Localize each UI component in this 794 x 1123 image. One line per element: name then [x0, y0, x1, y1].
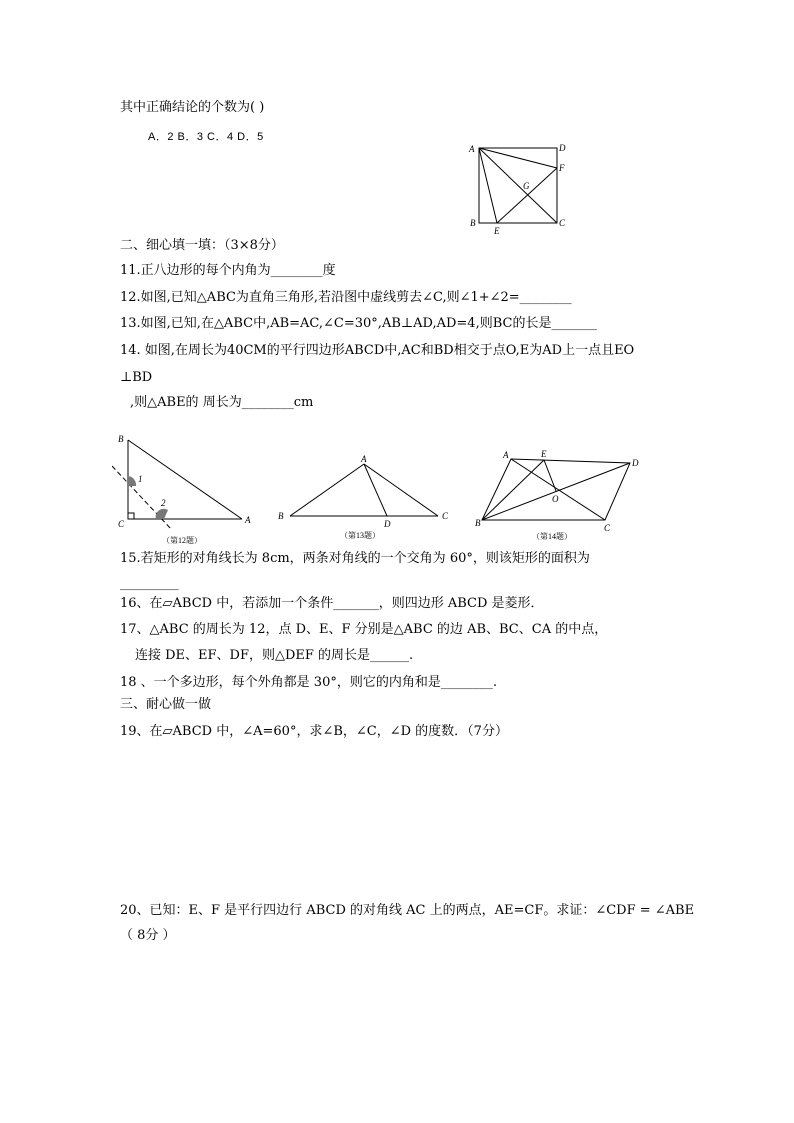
- fig13-caption: （第13题）: [340, 531, 380, 540]
- section2-heading: 二、细心填一填：（3×8分）: [120, 238, 284, 253]
- q10-label-E: E: [494, 226, 500, 236]
- q19-text: 19、在▱ABCD 中，∠A=60°，求∠B，∠C，∠D 的度数．（7分）: [120, 724, 508, 739]
- fig14-label-B: B: [475, 518, 481, 528]
- q15-line2: _________: [120, 576, 179, 591]
- q16-text: 16、在▱ABCD 中，若添加一个条件_______，则四边形 ABCD 是菱形．: [120, 596, 544, 611]
- q10-label-D: D: [559, 143, 566, 153]
- fig14-label-E: E: [541, 449, 547, 459]
- fig13-label-C: C: [442, 511, 449, 521]
- fig14: [470, 446, 645, 544]
- q18-text: 18 、一个多边形，每个外角都是 30°，则它的内角和是________.: [120, 675, 497, 690]
- fig12-label-B: B: [118, 434, 124, 444]
- q20-line2: （ 8分 ）: [120, 928, 176, 943]
- q10-options: A．2 B．3 C．4 D．5: [148, 131, 264, 143]
- fig14-label-C: C: [604, 523, 611, 533]
- q17-line1: 17、△ABC 的周长为 12，点 D、E、F 分别是△ABC 的边 AB、BC、CA 的中点，: [120, 622, 608, 637]
- q15-line1: 15.若矩形的对角线长为 8cm，两条对角线的一个交角为 60°，则该矩形的面积为: [120, 551, 590, 566]
- q10-label-C: C: [559, 218, 566, 228]
- section3-heading: 三、耐心做一做: [120, 697, 212, 712]
- fig12-label-2: 2: [161, 498, 166, 508]
- fig13-label-A: A: [361, 454, 367, 464]
- fig13-label-B: B: [278, 511, 284, 521]
- fig12: [112, 430, 262, 548]
- fig12-caption: （第12题）: [162, 536, 202, 545]
- q14-line3: ,则△ABE的 周长为________cm: [130, 395, 314, 410]
- fig12-label-A: A: [245, 515, 251, 525]
- fig13: [272, 452, 462, 544]
- fig14-label-A: A: [503, 450, 509, 460]
- fig13-label-D: D: [384, 519, 391, 529]
- q10-label-A: A: [469, 144, 475, 154]
- q10-label-F: F: [559, 163, 565, 173]
- q17-line2: 连接 DE、EF、DF，则△DEF 的周长是______.: [135, 648, 414, 663]
- fig12-label-1: 1: [138, 474, 143, 484]
- q13-text: 13.如图,已知,在△ABC中,AB=AC,∠C=30°,AB⊥AD,AD=4,则BC的长是_______: [120, 316, 597, 331]
- fig14-label-D: D: [632, 458, 639, 468]
- q10-figure: [465, 140, 575, 236]
- q10-prompt: 其中正确结论的个数为( ): [120, 100, 265, 115]
- fig14-label-O: O: [552, 494, 559, 504]
- fig14-caption: （第14题）: [532, 532, 572, 541]
- q11-text: 11.正八边形的每个内角为________度: [120, 263, 336, 278]
- q14-line1: 14. 如图,在周长为40CM的平行四边形ABCD中,AC和BD相交于点O,E为AD上一点且EO: [120, 343, 635, 358]
- q12-text: 12.如图,已知△ABC为直角三角形,若沿图中虚线剪去∠C,则∠1+∠2=________: [120, 290, 572, 305]
- q10-label-G: G: [523, 181, 530, 191]
- q20-line1: 20、已知：E、F 是平行四边行 ABCD 的对角线 AC 上的两点，AE=CF。求证：∠CDF = ∠ABE: [120, 903, 695, 918]
- fig12-label-C: C: [118, 519, 125, 529]
- q10-label-B: B: [470, 218, 476, 228]
- q14-line2: ⊥BD: [120, 370, 153, 385]
